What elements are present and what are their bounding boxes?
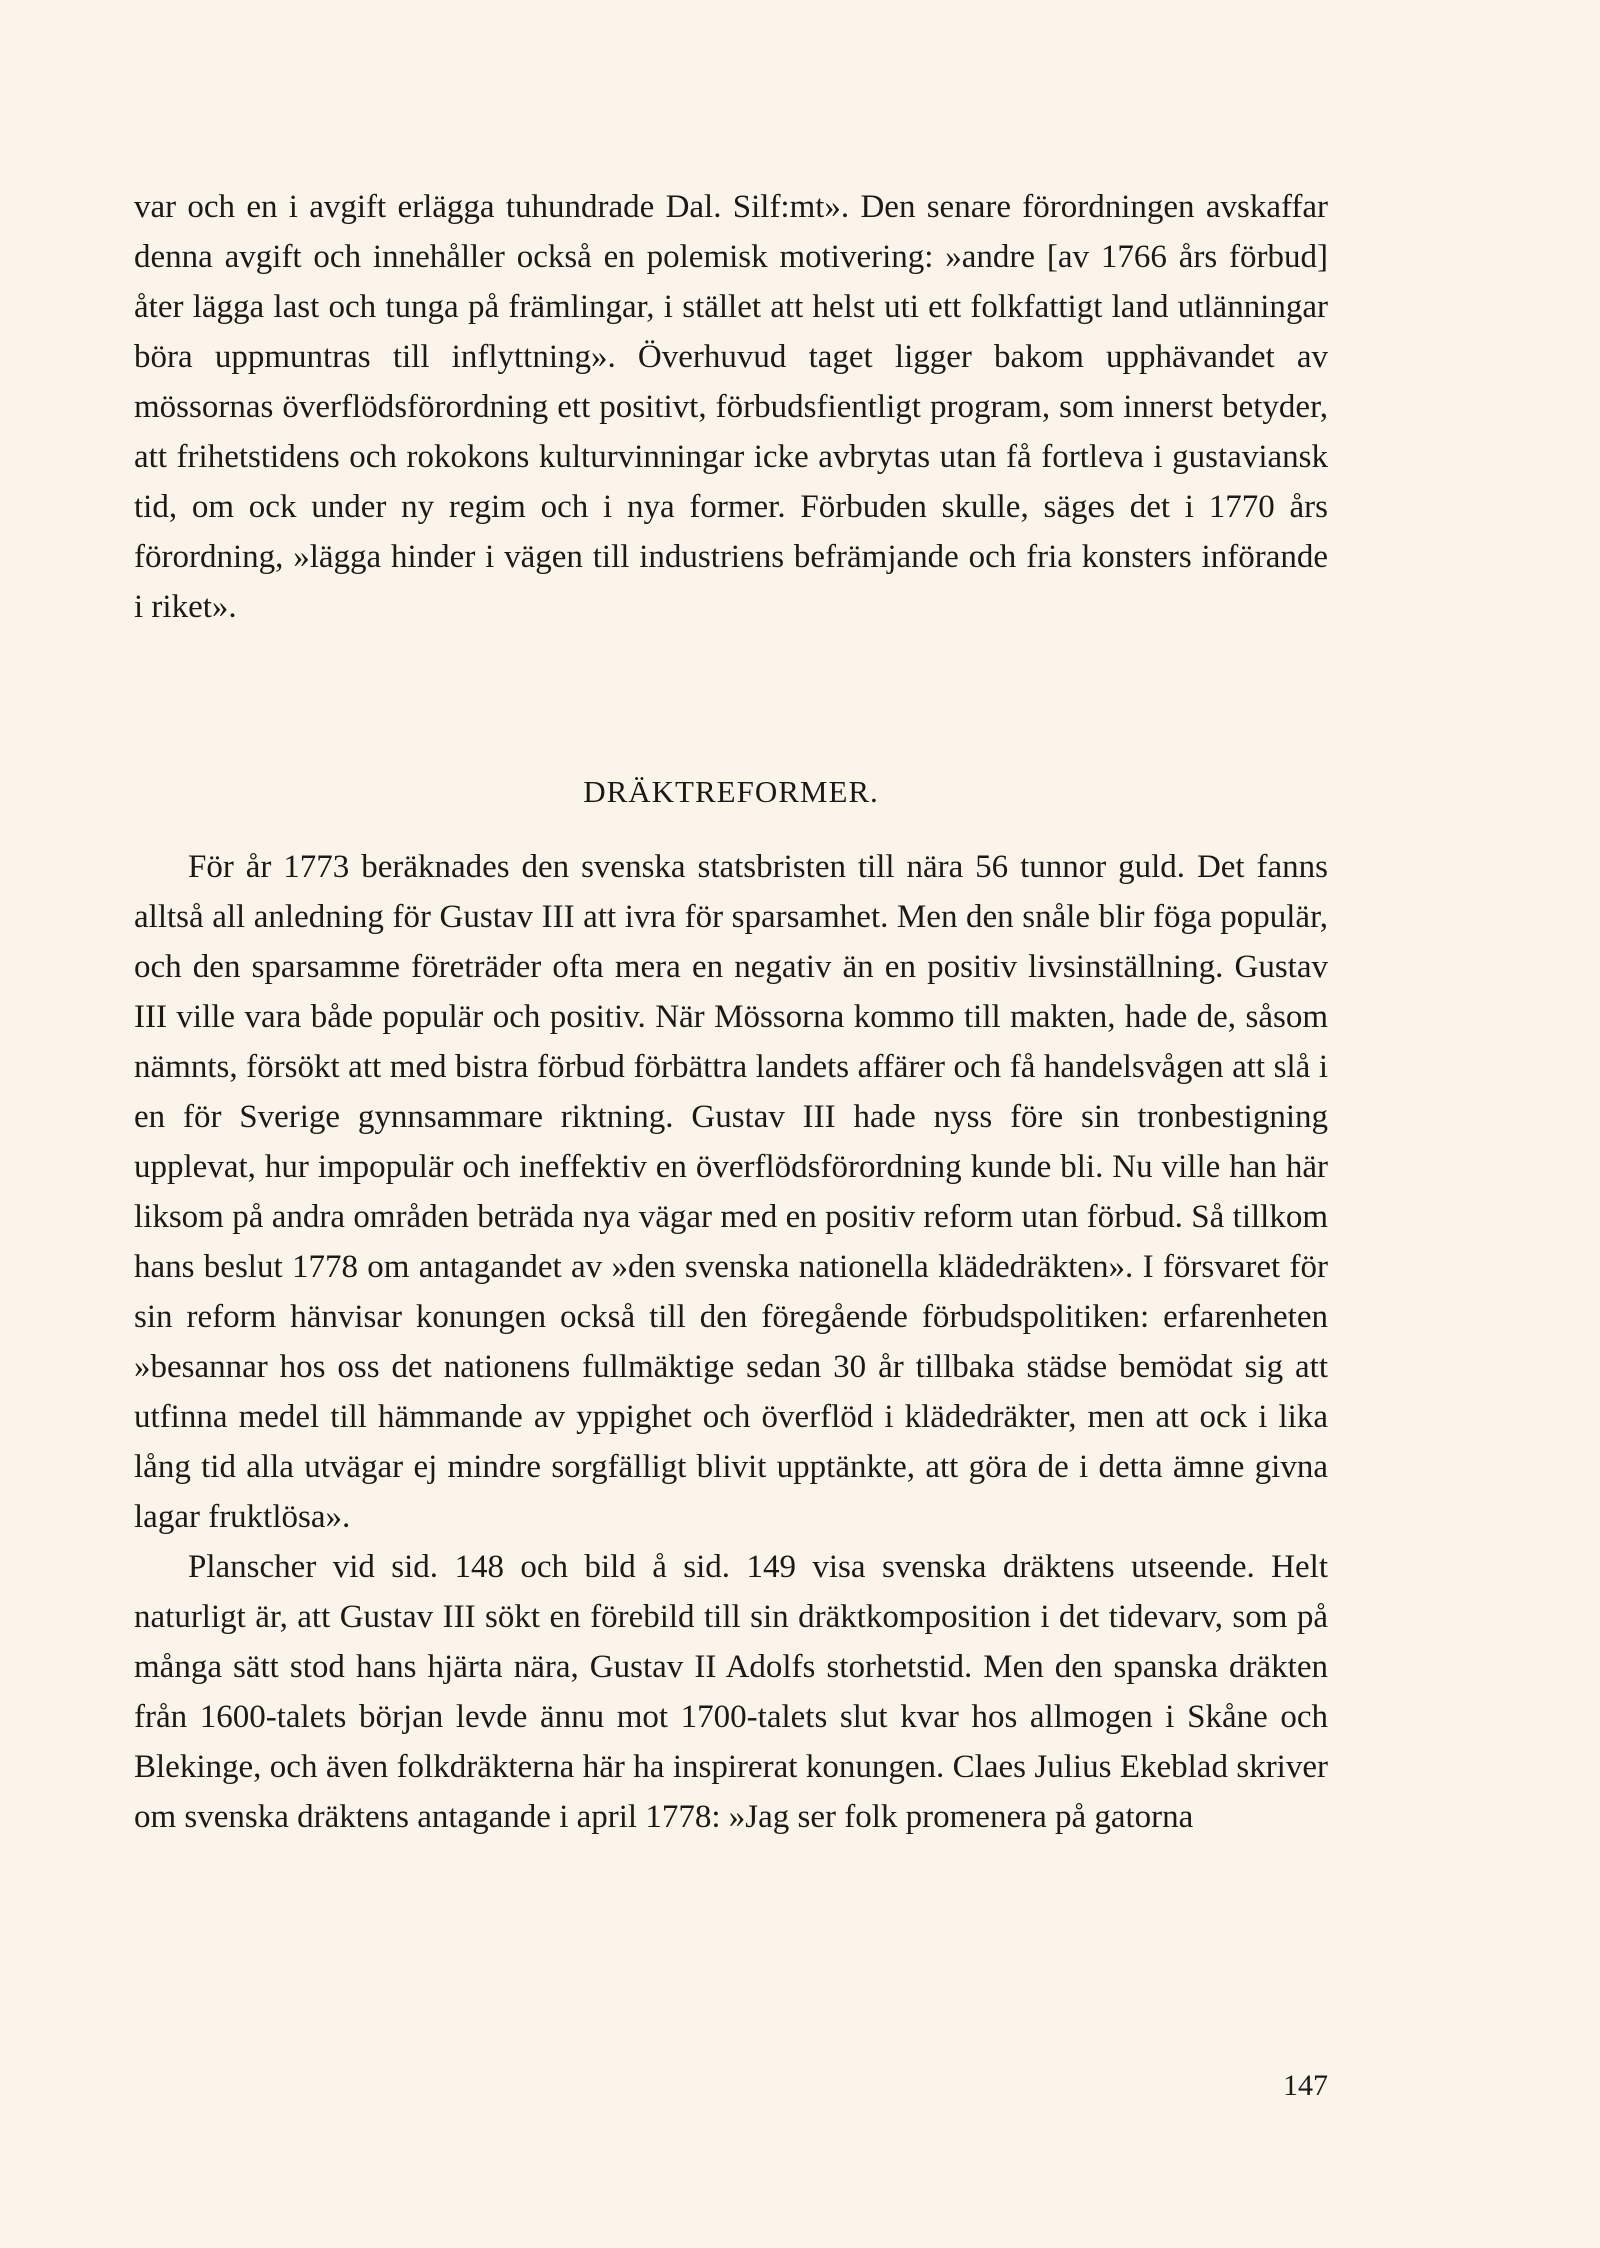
text-block-main xyxy=(134,842,1328,1842)
paragraph-1: var och en i avgift erlägga tuhundrade Dal. Silf:mt». Den senare förordningen avskaffar denna avgift och innehåller också en polemisk motivering: »andre [av 1766 års förbud] åter lägga last och tunga på främlingar, i stället att helst uti ett folkfattigt land utlänningar böra uppmuntras till inflyttning». Överhuvud taget ligger bakom upphävandet av mössornas överflödsförordning ett positivt, förbudsfientligt program, som innerst betyder, att frihetstidens och rokokons kulturvinningar icke avbrytas utan få fortleva i gustaviansk tid, om ock under ny regim och i nya former. Förbuden skulle, säges det i 1770 års förordning, »lägga hinder i vägen till industriens befrämjande och fria konsters införande i riket». xyxy=(134,189,1328,625)
section-heading: DRÄKTREFORMER. xyxy=(583,774,879,809)
paragraph-3: Planscher vid sid. 148 och bild å sid. 149 visa svenska dräktens utseende. Helt naturligt är, att Gustav III sökt en förebild till sin dräktkomposition i det tidevarv, som på många sätt stod hans hjärta nära, Gustav II Adolfs storhetstid. Men den spanska dräkten från 1600-talets början levde ännu mot 1700-talets slut kvar hos allmogen i Skåne och Blekinge, och även folkdräkterna här ha inspirerat konungen. Claes Julius Ekeblad skriver om svenska dräktens antagande i april 1778: »Jag ser folk promenera på gatorna xyxy=(134,1549,1328,1835)
paragraph-2: För år 1773 beräknades den svenska statsbristen till nära 56 tunnor guld. Det fanns alltså all anledning för Gustav III att ivra för sparsamhet. Men den snåle blir föga populär, och den sparsamme företräder ofta mera en negativ än en positiv livsinställning. Gustav III ville vara både populär och positiv. När Mössorna kommo till makten, hade de, såsom nämnts, försökt att med bistra förbud förbättra landets affärer och få handelsvågen att slå i en för Sverige gynnsammare riktning. Gustav III hade nyss före sin tronbestigning upplevat, hur impopulär och ineffektiv en överflödsförordning kunde bli. Nu ville han här liksom på andra områden beträda nya vägar med en positiv reform utan förbud. Så tillkom hans beslut 1778 om antagandet av »den svenska nationella klädedräkten». I försvaret för sin reform hänvisar konungen också till den föregående förbudspolitiken: erfarenheten »besannar hos oss det nationens fullmäktige sedan 30 år tillbaka städse bemödat sig att utfinna medel till hämmande av yppighet och överflöd i klädedräkter, men att ock i lika lång tid alla utvägar ej mindre sorgfälligt blivit upptänkte, att göra de i detta ämne givna lagar fruktlösa». xyxy=(134,849,1328,1535)
page-number: 147 xyxy=(1283,2069,1328,2102)
text-block-top xyxy=(134,182,1328,632)
